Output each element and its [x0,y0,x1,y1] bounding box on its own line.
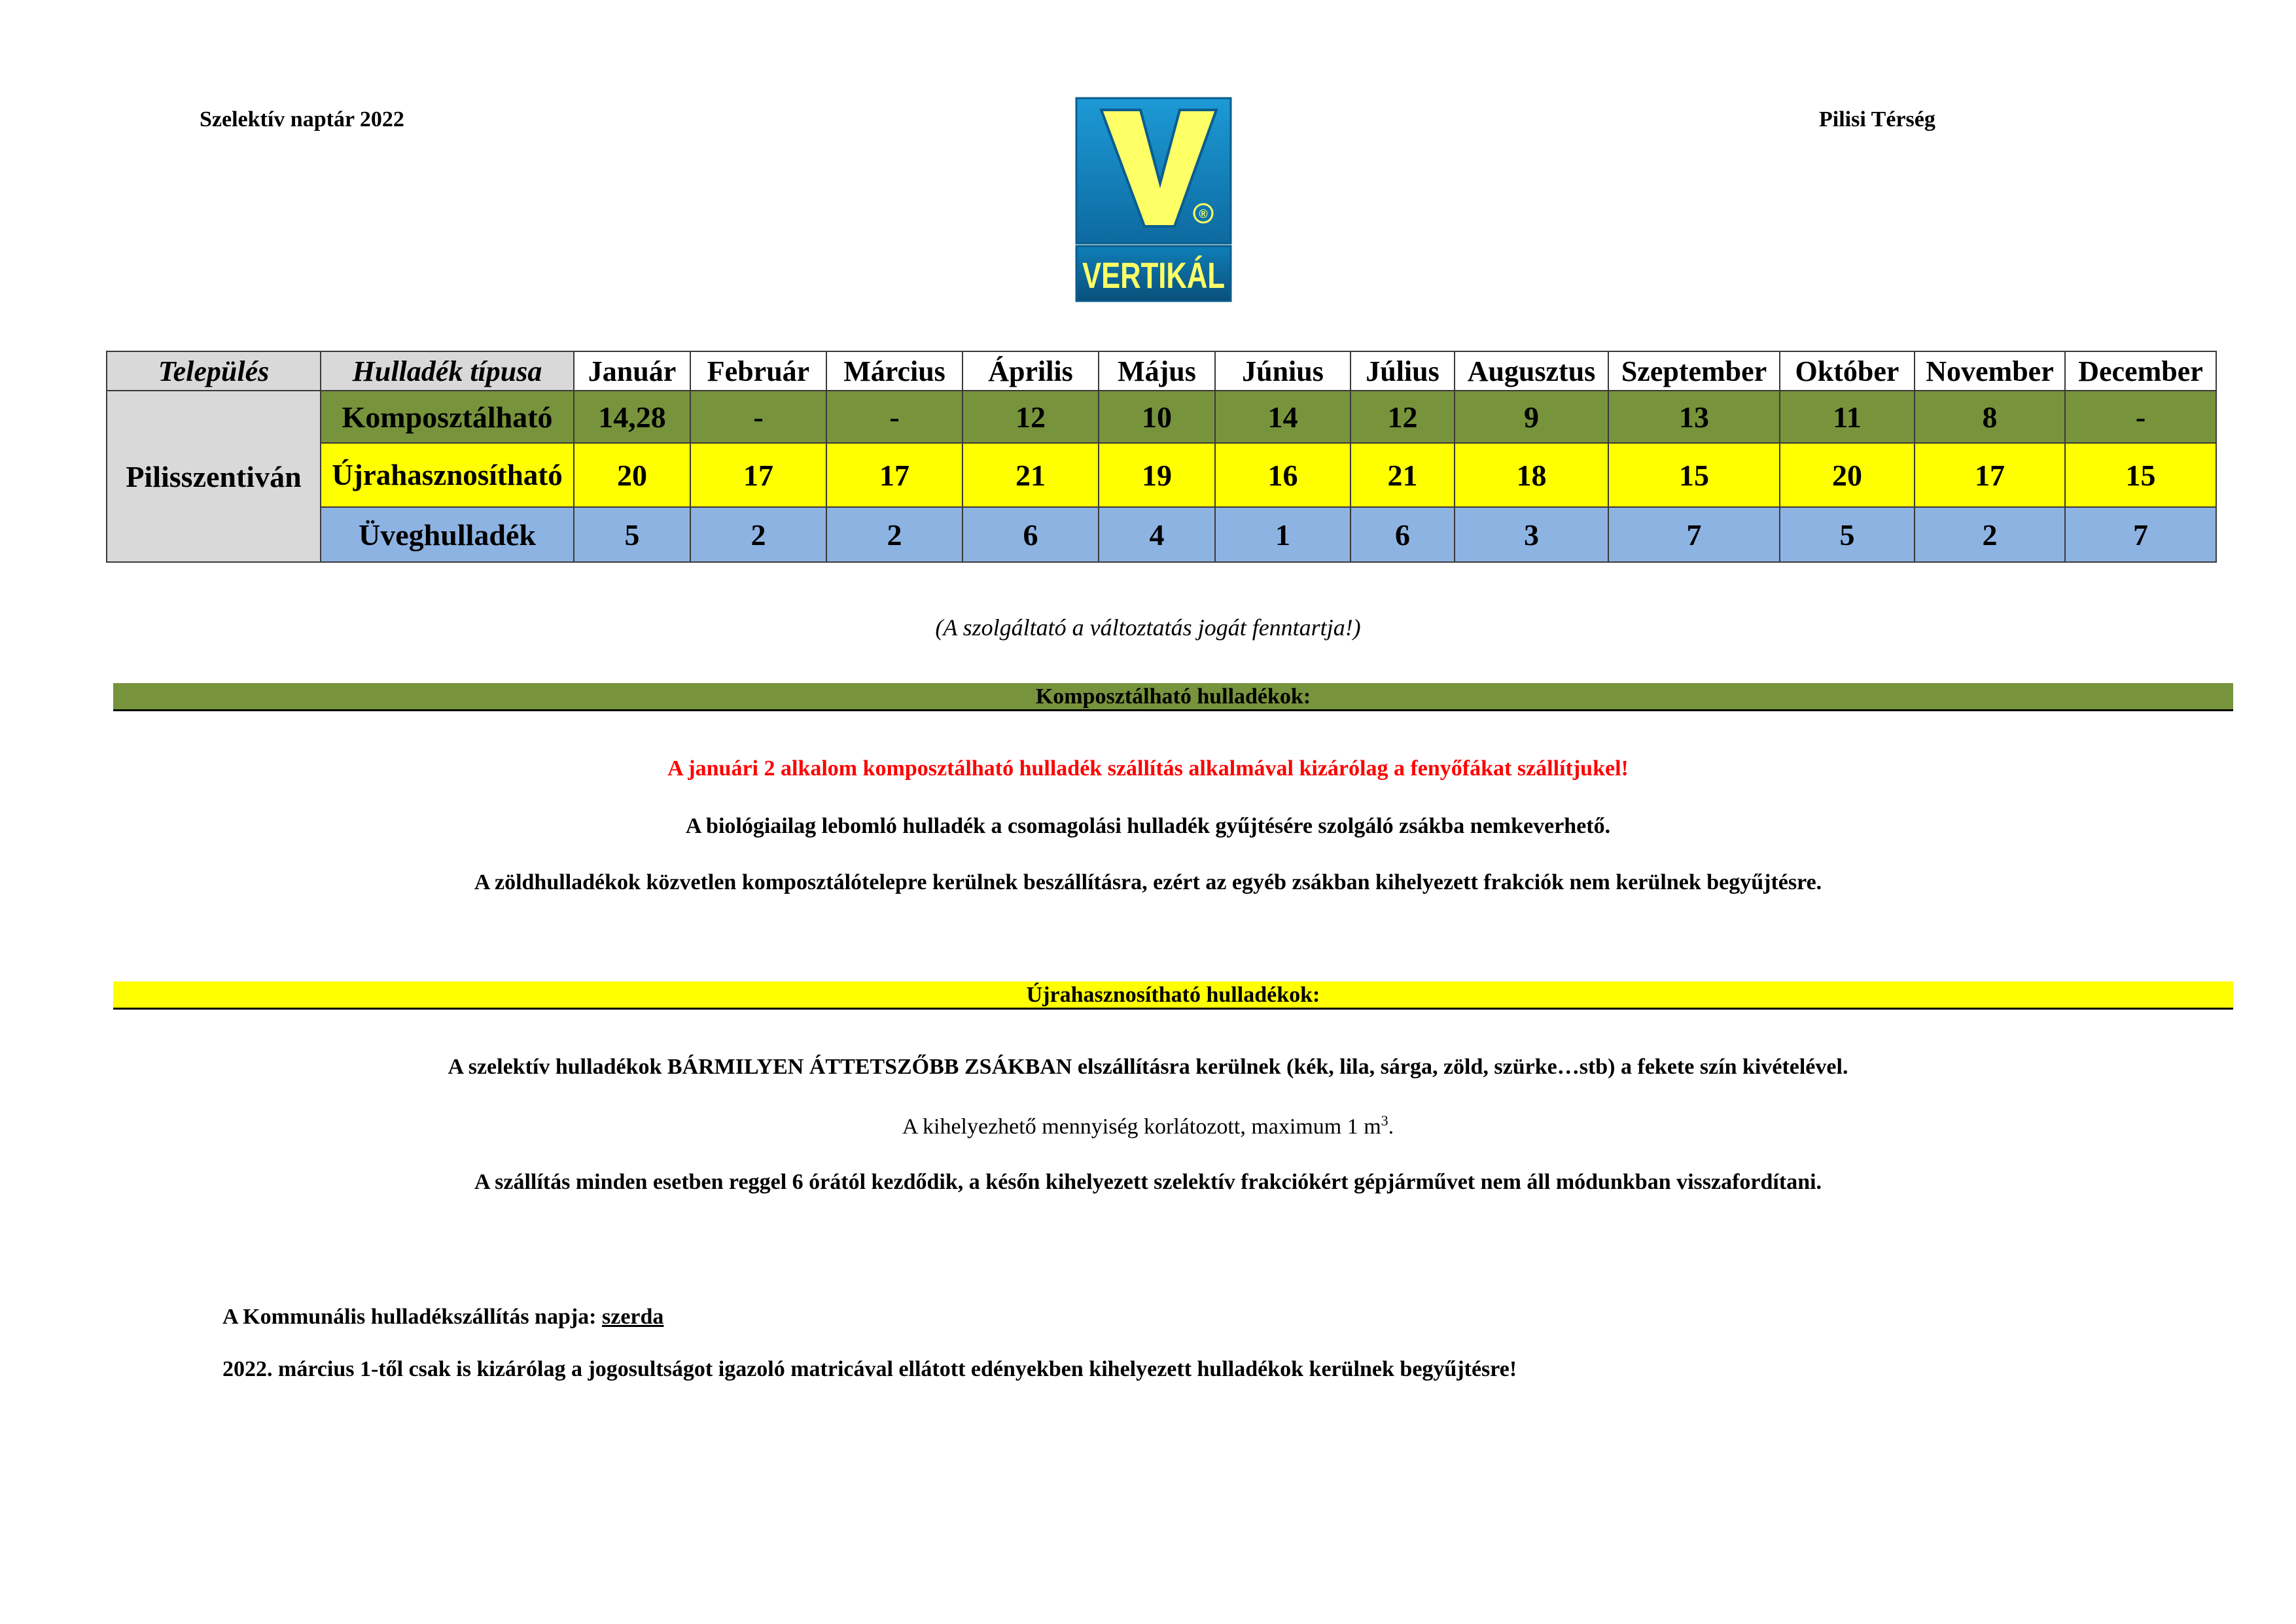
table-cell: 15 [2065,443,2216,507]
header-month: Március [826,351,963,391]
recyclable-info-1: A szelektív hulladékok BÁRMILYEN ÁTTETSZŐBB ZSÁKBAN elszállításra kerülnek (kék, lila, sárga, zöld, szürke…stb) a fekete szín kivételével. [448,1055,1848,1079]
table-row-compost [107,391,2216,443]
table-cell: 11 [1780,391,1915,443]
recyclable-info-2 [0,1112,2296,1139]
table-cell: - [826,391,963,443]
table-cell: 12 [963,391,1099,443]
recyclable-info-3: A szállítás minden esetben reggel 6 órától kezdődik, a későn kihelyezett szelektív frakciókért gépjárművet nem áll módunkban visszafordítani. [474,1170,1822,1194]
table-cell: 13 [1608,391,1780,443]
table-cell: 6 [963,507,1099,562]
table-cell: 18 [1455,443,1608,507]
table-cell: 9 [1455,391,1608,443]
header-waste-type: Hulladék típusa [321,351,574,391]
table-header-row [107,351,2216,391]
cubic-superscript: 3 [1381,1112,1388,1129]
table-cell: 17 [826,443,963,507]
sticker-notice: 2022. március 1-től csak is kizárólag a jogosultságot igazoló matricával ellátott edényekben kihelyezett hulladékok kerülnek begyűjtésre! [222,1357,1517,1381]
vertikal-logo [1076,98,1231,301]
waste-type-recyclable: Újrahasznosítható [321,443,574,507]
table-cell: 14 [1215,391,1351,443]
calendar-title: Szelektív naptár 2022 [200,107,404,132]
compost-info-2: A zöldhulladékok közvetlen komposztálótelepre kerülnek beszállításra, ezért az egyéb zsákban kihelyezett frakciók nem kerülnek begyűjtésre. [474,870,1822,894]
quantity-limit-end: . [1388,1114,1394,1139]
table-cell: 2 [1915,507,2065,562]
table-cell: 17 [690,443,826,507]
table-cell: 21 [963,443,1099,507]
table-cell: 19 [1099,443,1215,507]
table-cell: 14,28 [574,391,690,443]
table-cell: 16 [1215,443,1351,507]
registered-mark: ® [1199,207,1208,221]
disclaimer-note: (A szolgáltató a változtatás jogát fenntartja!) [935,614,1361,641]
header-month: Április [963,351,1099,391]
recyclable-section-title: Újrahasznosítható hulladékok: [113,981,2233,1010]
header-month: Július [1351,351,1455,391]
table-cell: - [690,391,826,443]
table-cell: 17 [1915,443,2065,507]
communal-day: szerda [602,1305,664,1329]
table-cell: 2 [690,507,826,562]
table-cell: - [2065,391,2216,443]
header-month: Január [574,351,690,391]
header-month: December [2065,351,2216,391]
table-cell: 12 [1351,391,1455,443]
header-month: Június [1215,351,1351,391]
collection-calendar-table [106,351,2217,563]
table-row-recyclable [107,443,2216,507]
settlement-name: Pilisszentiván [107,391,321,562]
compost-section-title: Komposztálható hulladékok: [113,683,2233,711]
table-cell: 20 [1780,443,1915,507]
compost-info-1: A biológiailag lebomló hulladék a csomagolási hulladék gyűjtésére szolgáló zsákba nemkeverhető. [685,814,1611,838]
table-cell: 5 [1780,507,1915,562]
table-cell: 8 [1915,391,2065,443]
quantity-limit-text: A kihelyezhető mennyiség korlátozott, maximum 1 m [902,1114,1381,1139]
header-month: Február [690,351,826,391]
logo-brand-text: VERTIKÁL [1082,255,1225,296]
table-cell: 7 [2065,507,2216,562]
region-name: Pilisi Térség [1819,107,1935,132]
table-cell: 7 [1608,507,1780,562]
header-settlement: Település [107,351,321,391]
table-cell: 21 [1351,443,1455,507]
table-cell: 5 [574,507,690,562]
table-row-glass [107,507,2216,562]
table-cell: 4 [1099,507,1215,562]
table-cell: 6 [1351,507,1455,562]
communal-collection-day [222,1305,663,1330]
header-month: Szeptember [1608,351,1780,391]
header-month: Augusztus [1455,351,1608,391]
waste-type-compost: Komposztálható [321,391,574,443]
table-cell: 1 [1215,507,1351,562]
table-cell: 2 [826,507,963,562]
table-cell: 10 [1099,391,1215,443]
table-cell: 3 [1455,507,1608,562]
header-month: Május [1099,351,1215,391]
header-month: November [1915,351,2065,391]
table-cell: 20 [574,443,690,507]
compost-warning: A januári 2 alkalom komposztálható hulladék szállítás alkalmával kizárólag a fenyőfákat szállítjukel! [667,756,1629,781]
header-month: Október [1780,351,1915,391]
table-cell: 15 [1608,443,1780,507]
communal-label: A Kommunális hulladékszállítás napja: [222,1305,603,1329]
waste-type-glass: Üveghulladék [321,507,574,562]
